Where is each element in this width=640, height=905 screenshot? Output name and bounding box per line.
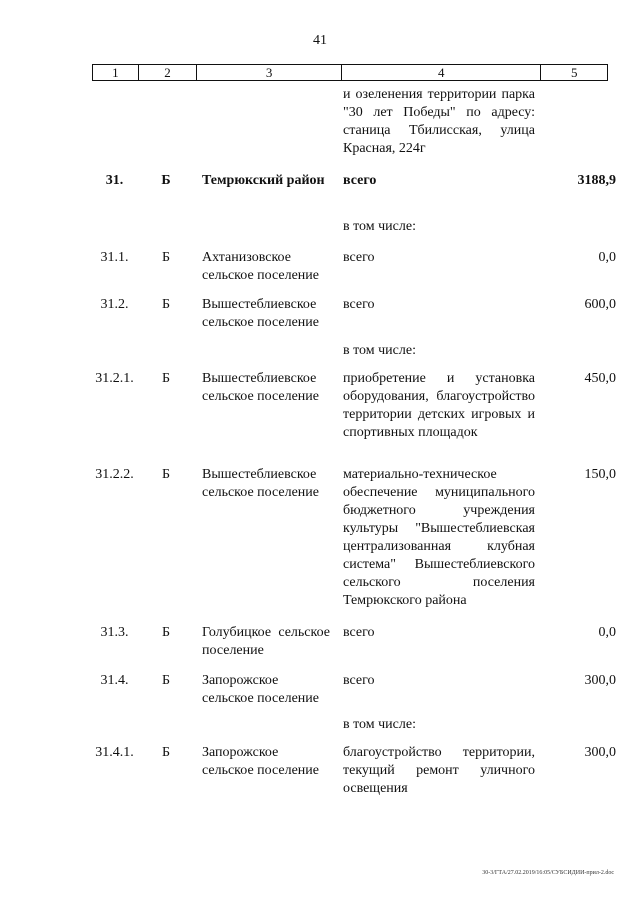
column-header-row xyxy=(92,64,608,81)
row-category: Б xyxy=(161,625,171,640)
row-category: Б xyxy=(161,467,171,482)
row-number: 31.2. xyxy=(100,297,129,312)
row-number: 31.4. xyxy=(100,673,129,688)
row-number: 31. xyxy=(105,173,124,188)
subheading-including: в том числе: xyxy=(343,219,416,234)
subheading-including: в том числе: xyxy=(343,343,416,358)
row-amount: 450,0 xyxy=(584,371,616,386)
row-name: Темрюкский район xyxy=(202,173,325,188)
row-amount: 300,0 xyxy=(584,745,616,760)
row-category: Б xyxy=(161,173,171,188)
row-number: 31.1. xyxy=(100,250,129,265)
row-number: 31.2.1. xyxy=(95,371,134,386)
document-footer-path: 30-3/ГТА/27.02.2019/16:05/СУБСИДИИ-прил-2.doc xyxy=(482,870,614,876)
row-description: всего xyxy=(343,250,375,265)
row-name: Голубицкое сельское поселение xyxy=(202,625,330,658)
subheading-including: в том числе: xyxy=(343,717,416,732)
row-name: Вышестеблиевское сельское поселение xyxy=(202,297,319,330)
row-amount: 150,0 xyxy=(584,467,616,482)
column-number-1: 1 xyxy=(93,65,139,81)
row-category: Б xyxy=(161,673,171,688)
row-description: всего xyxy=(343,625,375,640)
column-number-5: 5 xyxy=(541,65,608,81)
row-amount: 0,0 xyxy=(598,250,616,265)
row-name: Вышестеблиевское сельское поселение xyxy=(202,467,319,500)
row-category: Б xyxy=(161,297,171,312)
row-name: Вышестеблиевское сельское поселение xyxy=(202,371,319,404)
row-category: Б xyxy=(161,250,171,265)
row-amount: 0,0 xyxy=(598,625,616,640)
column-number-3: 3 xyxy=(197,65,342,81)
row-amount: 300,0 xyxy=(584,673,616,688)
continued-description: и озеленения территории парка "30 лет Победы" по адресу: станица Тбилисская, улица Красная, 224г xyxy=(343,87,535,156)
row-category: Б xyxy=(161,371,171,386)
row-description: приобретение и установка оборудования, благоустройство территории детских игровых и спортивных площадок xyxy=(343,371,535,440)
column-number-2: 2 xyxy=(138,65,197,81)
row-name: Запорожское сельское поселение xyxy=(202,673,319,706)
row-name: Запорожское сельское поселение xyxy=(202,745,319,778)
row-name: Ахтанизовское сельское поселение xyxy=(202,250,319,283)
page-number: 41 xyxy=(313,33,327,48)
row-category: Б xyxy=(161,745,171,760)
row-description: материально-техническое обеспечение муниципального бюджетного учреждения культуры "Вышестеблиевская централизованная клубная система" Вышестеблиевского сельского поселения Темрюкского района xyxy=(343,467,535,608)
row-description: всего xyxy=(343,173,377,188)
row-number: 31.4.1. xyxy=(95,745,134,760)
row-amount: 3188,9 xyxy=(577,173,616,188)
row-description: всего xyxy=(343,673,375,688)
row-description: всего xyxy=(343,297,375,312)
row-amount: 600,0 xyxy=(584,297,616,312)
column-number-4: 4 xyxy=(342,65,541,81)
row-number: 31.2.2. xyxy=(95,467,134,482)
row-number: 31.3. xyxy=(100,625,129,640)
row-description: благоустройство территории, текущий ремонт уличного освещения xyxy=(343,745,535,796)
